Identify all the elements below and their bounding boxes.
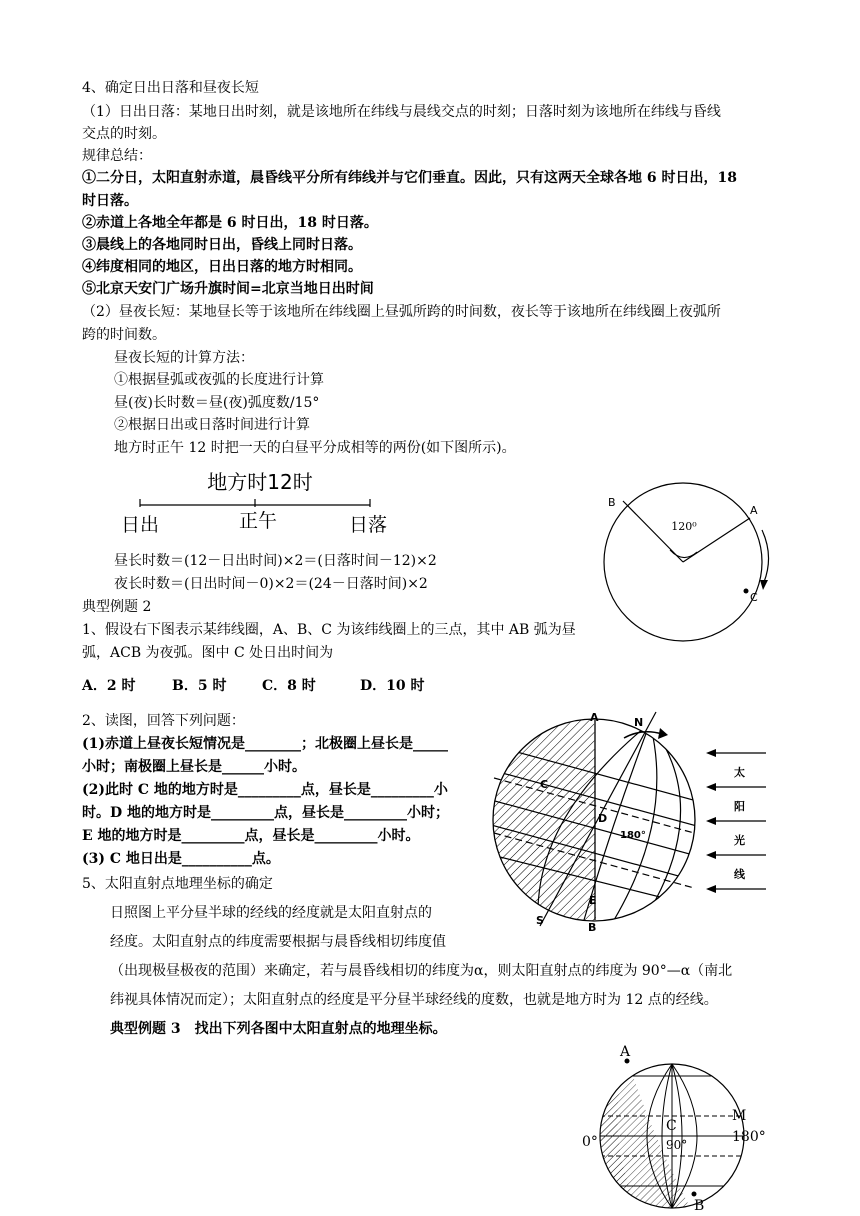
method-1: ①根据昼弧或夜弧的长度进行计算 <box>114 372 324 388</box>
globe2-degree-0: 0° <box>582 1134 598 1150</box>
example-2-title: 典型例题 2 <box>82 599 152 615</box>
option-a: A．2 时 <box>82 678 136 694</box>
option-c: C．8 时 <box>262 678 316 694</box>
section-5-title: 5、太阳直射点地理坐标的确定 <box>82 876 273 892</box>
timeline-sunset-label: 日落 <box>348 514 388 536</box>
rule-2: ②赤道上各地全年都是 6 时日出，18 时日落。 <box>82 215 378 231</box>
rule-1-line-2: 时日落。 <box>82 193 138 209</box>
example-3-title: 典型例题 3 找出下列各图中太阳直射点的地理坐标。 <box>110 1021 447 1037</box>
globe2-point-b: B <box>694 1198 705 1214</box>
q2-line-3: (2)此时 C 地的地方时是_________点，昼长是_________小 <box>82 782 448 798</box>
circle-point-a: A <box>750 504 758 517</box>
option-d: D．10 时 <box>360 678 425 694</box>
summary-label: 规律总结： <box>82 148 152 164</box>
example-2-q2-title: 2、读图，回答下列问题： <box>82 713 245 729</box>
globe-degree-180: 180° <box>620 830 646 841</box>
globe2-point-a: A <box>620 1044 631 1060</box>
globe2-degree-180: 180° <box>732 1129 766 1145</box>
sunlight-label-1: 太 <box>734 766 745 779</box>
latitude-circle-diagram <box>598 478 778 648</box>
sunlight-label-3: 光 <box>734 834 745 847</box>
method-title: 昼夜长短的计算方法： <box>114 350 254 366</box>
globe-point-a: A <box>590 711 599 724</box>
globe-point-e: E <box>589 894 597 907</box>
formula-day-length: 昼长时数＝(12－日出时间)×2＝(日落时间－12)×2 <box>114 553 437 569</box>
globe-point-d: D <box>598 812 608 825</box>
para-2-line-2: 跨的时间数。 <box>82 327 166 343</box>
example-2-q1-line-2: 弧，ACB 为夜弧。图中 C 处日出时间为 <box>82 645 334 661</box>
para-2-line-1: （2）昼夜长短：某地昼长等于该地所在纬线圈上昼弧所跨的时间数，夜长等于该地所在纬线圈上夜弧所 <box>82 304 721 320</box>
section-5-line-1: 日照图上平分昼半球的经线的经度就是太阳直射点的 <box>110 905 432 921</box>
globe-subsolar-diagram <box>582 1046 772 1212</box>
method-2: ②根据日出或日落时间进行计算 <box>114 417 310 433</box>
para-1-line-1: （1）日出日落：某地日出时刻，就是该地所在纬线与晨线交点的时刻；日落时刻为该地所在纬线与昏线 <box>82 104 721 120</box>
para-1-line-2: 交点的时刻。 <box>82 126 166 142</box>
sun-ray-arrow-icons <box>706 749 716 893</box>
globe2-point-c: C <box>666 1118 677 1134</box>
q2-line-2: 小时；南极圈上昼长是______小时。 <box>82 759 306 775</box>
globe-point-s: S <box>536 914 544 927</box>
rotation-arrow-icon <box>760 580 768 590</box>
globe-illumination-diagram <box>474 708 784 934</box>
sunlight-label-4: 线 <box>734 868 745 881</box>
q2-line-4: 时。D 地的地方时是_________点，昼长是_________小时； <box>82 805 450 821</box>
section-4-title: 4、确定日出日落和昼夜长短 <box>82 80 259 96</box>
q2-line-6: (3) C 地日出是__________点。 <box>82 851 280 867</box>
rule-5: ⑤北京天安门广场升旗时间=北京当地日出时间 <box>82 281 374 297</box>
example-2-q1-line-1: 1、假设右下图表示某纬线圈，A、B、C 为该纬线圈上的三点，其中 AB 弧为昼 <box>82 622 576 638</box>
q2-line-5: E 地的地方时是_________点，昼长是_________小时。 <box>82 828 420 844</box>
rule-4: ④纬度相同的地区，日出日落的地方时相同。 <box>82 259 362 275</box>
globe-point-b: B <box>588 921 597 934</box>
globe-point-n: N <box>634 716 644 729</box>
method-1-formula: 昼(夜)长时数＝昼(夜)弧度数/15° <box>114 395 320 411</box>
option-b: B．5 时 <box>172 678 227 694</box>
section-5-line-2: 经度。太阳直射点的纬度需要根据与晨昏线相切纬度值 <box>110 934 446 950</box>
globe2-degree-90: 90° <box>666 1138 688 1152</box>
globe2-point-m: M <box>732 1108 747 1124</box>
rule-1-line-1: ①二分日，太阳直射赤道，晨昏线平分所有纬线并与它们垂直。因此，只有这两天全球各地 6 时日出，18 <box>82 170 737 186</box>
section-5-line-4: 纬视具体情况而定）；太阳直射点的经度是平分昼半球经线的度数，也就是地方时为 12 点的经线。 <box>110 992 718 1008</box>
circle-point-c: C <box>750 591 758 604</box>
sunlight-label-2: 阳 <box>734 800 745 813</box>
q2-line-1: (1)赤道上昼夜长短情况是________；北极圈上昼长是_____ <box>82 736 448 752</box>
timeline-sunrise-label: 日出 <box>120 514 160 536</box>
timeline-diagram <box>110 465 410 545</box>
timeline-top-label: 地方时12时 <box>207 470 313 494</box>
section-5-line-3: （出现极昼极夜的范围）来确定，若与晨昏线相切的纬度为α，则太阳直射点的纬度为 90°—α（南北 <box>110 963 733 979</box>
globe-point-c: C <box>540 778 549 791</box>
circle-point-b: B <box>608 496 616 509</box>
circle-angle-label: 120⁰ <box>671 520 697 533</box>
globe-rotation-arrow-icon <box>658 728 668 739</box>
method-2-desc: 地方时正午 12 时把一天的白昼平分成相等的两份(如下图所示)。 <box>114 440 516 456</box>
formula-night-length: 夜长时数＝(日出时间－0)×2＝(24－日落时间)×2 <box>114 576 428 592</box>
rule-3: ③晨线上的各地同时日出，昏线上同时日落。 <box>82 237 362 253</box>
timeline-noon-label: 正午 <box>238 510 278 532</box>
